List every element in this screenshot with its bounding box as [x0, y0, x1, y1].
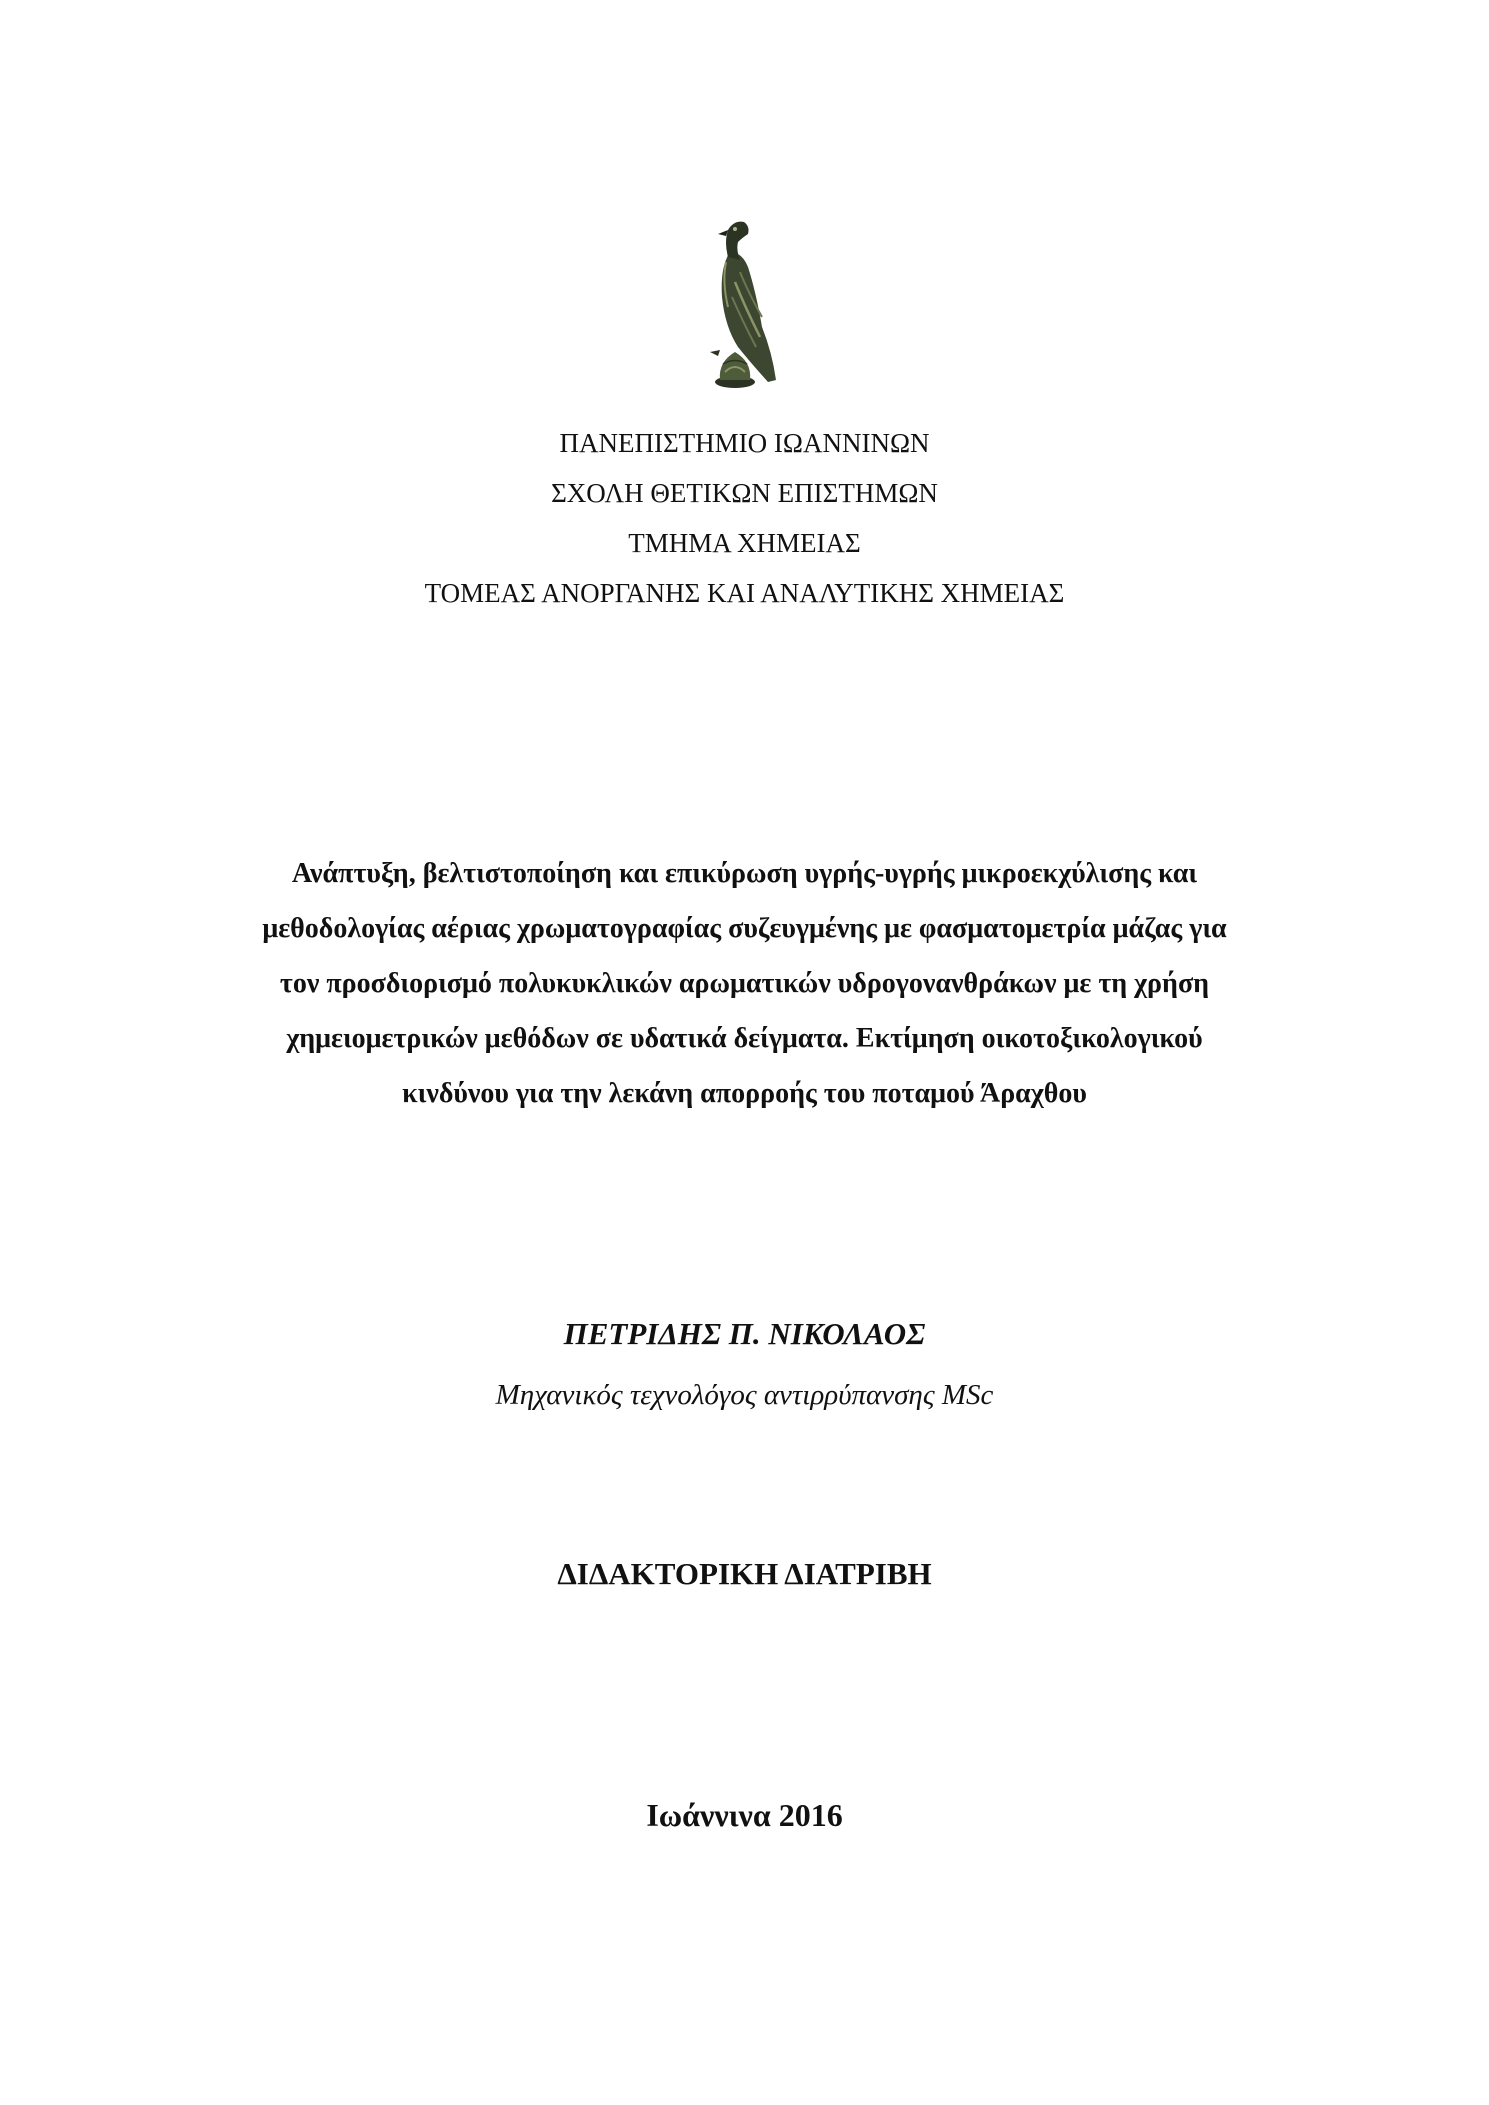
section-name: ΤΟΜΕΑΣ ΑΝΟΡΓΑΝΗΣ ΚΑΙ ΑΝΑΛΥΤΙΚΗΣ ΧΗΜΕΙΑΣ	[424, 578, 1065, 608]
school-name: ΣΧΟΛΗ ΘΕΤΙΚΩΝ ΕΠΙΣΤΗΜΩΝ	[551, 478, 938, 508]
title-line: τον προσδιορισμό πολυκυκλικών αρωματικών υδρογονανθράκων με τη χρήση	[279, 968, 1210, 999]
title-line: Ανάπτυξη, βελτιστοποίηση και επικύρωση υγρής-υγρής μικροεκχύλισης και	[291, 858, 1198, 889]
title-line: χημειομετρικών μεθόδων σε υδατικά δείγματα. Εκτίμηση οικοτοξικολογικού	[286, 1023, 1203, 1054]
eagle-on-orb-emblem-icon	[690, 212, 800, 392]
title-line: μεθοδολογίας αέριας χρωματογραφίας συζευγμένης με φασματομετρία μάζας για	[262, 913, 1227, 944]
department-name: ΤΜΗΜΑ ΧΗΜΕΙΑΣ	[628, 528, 861, 558]
university-name: ΠΑΝΕΠΙΣΤΗΜΙΟ ΙΩΑΝΝΙΝΩΝ	[559, 428, 930, 458]
thesis-title	[150, 846, 1339, 1121]
title-line: κινδύνου για την λεκάνη απορροής του ποταμού Άραχθου	[402, 1078, 1087, 1109]
author-role: Μηχανικός τεχνολόγος αντιρρύπανσης MSc	[495, 1379, 994, 1411]
place-and-year: Ιωάννινα 2016	[646, 1797, 843, 1833]
document-type: ΔΙΔΑΚΤΟΡΙΚΗ ΔΙΑΤΡΙΒΗ	[557, 1556, 932, 1591]
author-name: ΠΕΤΡΙΔΗΣ Π. ΝΙΚΟΛΑΟΣ	[563, 1316, 926, 1351]
institution-block	[0, 418, 1489, 618]
